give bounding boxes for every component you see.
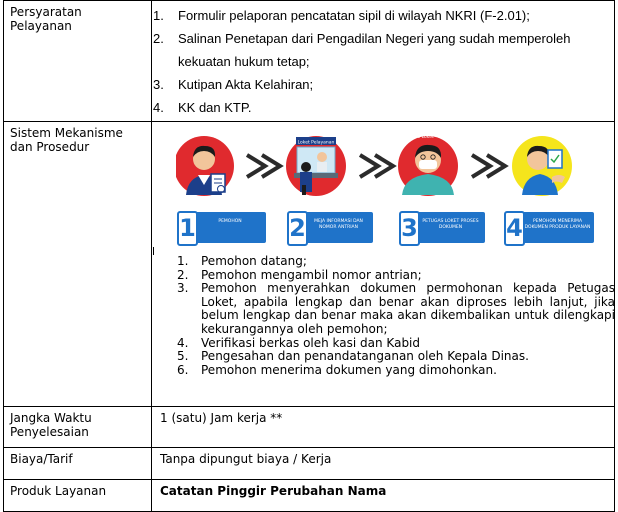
list-item <box>175 255 615 269</box>
label-line: Sistem Mekanisme <box>10 126 123 140</box>
item-text: Salinan Penetapan dari Pengadilan Negeri yang sudah memperoleh kekuatan hukum tetap; <box>178 31 571 69</box>
document-received-icon <box>512 136 572 196</box>
item-number: 5. <box>177 349 189 364</box>
item-text: Pemohon menerima dokumen yang dimohonkan. <box>201 362 497 377</box>
service-standard-table <box>3 0 615 512</box>
list-item <box>152 73 614 96</box>
step-number: 2 <box>287 211 308 246</box>
item-number: 4. <box>177 335 189 350</box>
arrow-right-icon <box>472 155 505 177</box>
label-persyaratan <box>4 1 152 122</box>
list-item <box>175 350 615 364</box>
item-text: KK dan KTP. <box>178 100 252 115</box>
row-produk <box>4 480 615 512</box>
procedure-steps-list <box>175 255 615 377</box>
step-label: MEJA INFORMASI DAN NOMOR ANTRIAN <box>314 219 363 230</box>
label-line: Biaya/Tarif <box>10 452 73 466</box>
list-item <box>175 269 615 283</box>
label-biaya <box>4 448 152 480</box>
counter-officer-icon <box>398 134 458 196</box>
item-text: Formulir pelaporan pencatatan sipil di wilayah NKRI (F-2.01); <box>178 8 530 23</box>
label-sistem <box>4 122 152 407</box>
applicant-icon <box>176 136 234 196</box>
label-line: Jangka Waktu <box>10 411 92 425</box>
step-label: PEMOHON <box>218 219 242 224</box>
flow-step-2 <box>289 212 373 243</box>
item-number: 3. <box>177 281 189 296</box>
item-text: Verifikasi berkas oleh kasi dan Kabid <box>201 335 421 350</box>
label-jangka-waktu <box>4 407 152 448</box>
value-jangka-waktu: 1 (satu) Jam kerja ** <box>152 407 615 448</box>
procedure-flow-illustration <box>176 127 600 245</box>
label-line: dan Prosedur <box>10 140 90 154</box>
step-label: PEMOHON MENERIMA DOKUMEN PRODUK LAYANAN <box>524 219 591 230</box>
step-label: PETUGAS LOKET PROSES DOKUMEN <box>422 219 479 230</box>
item-text: Pemohon menyerahkan dokumen permohonan kepada Petugas Loket, apabila lengkap dan benar akan diproses lebih lanjut, jika belum lengkap dan benar maka akan dikembalikan untuk dilengkapi kekurangannya oleh pemohon; <box>201 281 615 336</box>
list-item <box>152 96 614 119</box>
requirements-list <box>152 1 614 121</box>
list-item <box>152 27 614 73</box>
service-counter-icon <box>286 136 346 196</box>
label-produk <box>4 480 152 512</box>
item-text: Kutipan Akta Kelahiran; <box>178 77 314 92</box>
item-number: 1. <box>177 254 189 268</box>
value-persyaratan <box>152 1 615 122</box>
flow-step-4 <box>506 212 594 243</box>
item-number: 4. <box>153 100 164 115</box>
flow-step-3 <box>401 212 485 243</box>
item-text: Pengesahan dan penandatanganan oleh Kepala Dinas. <box>201 349 529 364</box>
list-item <box>175 364 615 378</box>
item-number: 1. <box>153 8 164 23</box>
label-line: Produk Layanan <box>10 484 107 498</box>
item-number: 2. <box>153 31 164 46</box>
label-line: Penyelesaian <box>10 425 89 439</box>
item-number: 6. <box>177 362 189 377</box>
row-persyaratan <box>4 1 615 122</box>
margin-mark <box>153 247 154 255</box>
value-biaya: Tanpa dipungut biaya / Kerja <box>152 448 615 480</box>
svg-text:Loket Pelayanan: Loket Pelayanan <box>297 140 335 146</box>
arrow-right-icon <box>360 155 393 177</box>
flow-step-1 <box>179 212 266 243</box>
step-number: 4 <box>504 211 525 246</box>
label-line: Persyaratan <box>10 5 82 19</box>
procedure-content <box>152 122 614 406</box>
row-biaya <box>4 448 615 480</box>
row-sistem <box>4 122 615 407</box>
label-line: Pelayanan <box>10 19 72 33</box>
item-text: Pemohon datang; <box>201 254 307 268</box>
flow-icons <box>176 127 600 211</box>
value-produk: Catatan Pinggir Perubahan Nama <box>152 480 615 512</box>
item-text: Pemohon mengambil nomor antrian; <box>201 267 422 282</box>
svg-text:Petugas Loket: Petugas Loket <box>402 135 434 140</box>
row-jangka-waktu <box>4 407 615 448</box>
value-sistem <box>152 122 615 407</box>
list-item <box>175 337 615 351</box>
arrow-right-icon <box>247 155 280 177</box>
step-number: 3 <box>399 211 420 246</box>
list-item <box>152 4 614 27</box>
item-number: 3. <box>153 77 164 92</box>
list-item <box>175 282 615 336</box>
item-number: 2. <box>177 267 189 282</box>
step-number: 1 <box>177 211 198 246</box>
